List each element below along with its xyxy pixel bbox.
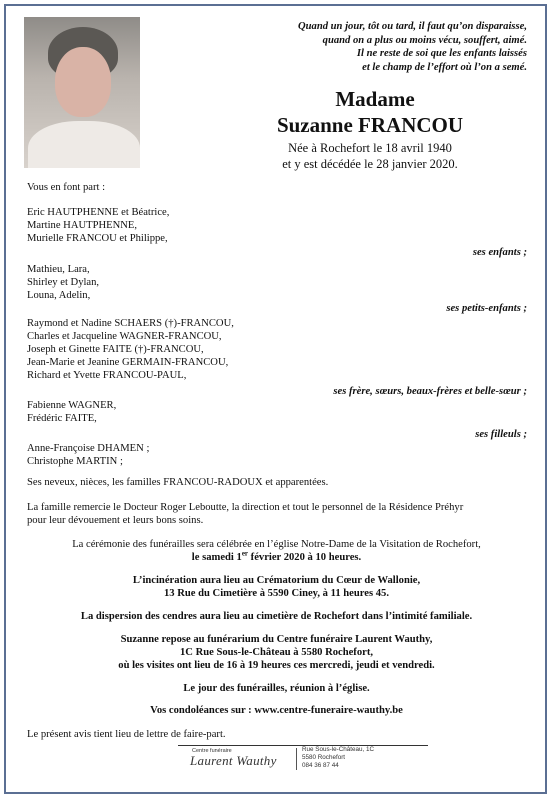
funeral-home-logo: Laurent Wauthy <box>190 753 277 768</box>
funeral-home-address <box>302 746 374 769</box>
phone-number: 084 36 87 44 <box>302 761 339 769</box>
dispersion-text: La dispersion des cendres aura lieu au cimetière de Rochefort dans l’intimité familiale. <box>80 611 473 622</box>
death-line: et y est décédée le 28 janvier 2020. <box>282 157 458 171</box>
family-line: Christophe MARTIN ; <box>27 456 123 467</box>
relation-label: ses petits-enfants ; <box>446 303 527 314</box>
quote-line: Quand un jour, tôt ou tard, il faut qu’on disparaisse, <box>297 21 527 32</box>
ceremony-date-sup: er <box>241 549 249 558</box>
birth-death-info <box>200 140 540 172</box>
family-line: Jean-Marie et Jeanine GERMAIN-FRANCOU, <box>27 357 229 368</box>
family-line: Frédéric FAITE, <box>27 413 97 424</box>
relatives-text: Ses neveux, nièces, les familles FRANCOU-RADOUX et apparentées. <box>27 477 329 488</box>
address-line: 5580 Rochefort <box>302 753 346 761</box>
family-line: Anne-Françoise DHAMEN ; <box>27 443 150 454</box>
relation-label: ses frère, sœurs, beaux-frères et belle-sœur ; <box>333 386 527 397</box>
footer-separator <box>296 748 297 770</box>
deceased-title: Madame <box>335 87 415 111</box>
ceremony-date-post: février 2020 à 10 heures. <box>248 552 362 563</box>
incineration-line: 13 Rue du Cimetière à 5590 Ciney, à 11 heures 45. <box>163 588 389 599</box>
family-line: Raymond et Nadine SCHAERS (†)-FRANCOU, <box>27 318 234 329</box>
portrait-face <box>55 47 111 117</box>
quote-line: Il ne reste de soi que les enfants laissés <box>356 48 527 60</box>
ceremony-date <box>14 551 539 564</box>
portrait-photo <box>24 17 140 168</box>
family-line: Martine HAUTPHENNE, <box>27 220 138 231</box>
ceremony-line: La cérémonie des funérailles sera célébrée en l’église Notre-Dame de la Visitation de Rochefort, <box>72 539 481 550</box>
poem-quote <box>298 20 527 74</box>
family-line: Mathieu, Lara, <box>27 264 90 275</box>
family-line: Louna, Adelin, <box>27 290 91 301</box>
thanks-line: pour leur dévouement et leurs bons soins. <box>27 515 204 526</box>
ceremony-date-pre: le samedi 1 <box>191 552 242 563</box>
condolences-link[interactable]: Vos condoléances sur : www.centre-funeraire-wauthy.be <box>150 705 403 716</box>
thanks-line: La famille remercie le Docteur Roger Leboutte, la direction et tout le personnel de la Résidence Préhyr <box>27 502 464 513</box>
address-line: Rue Sous-le-Château, 1C <box>302 746 375 753</box>
intro-text: Vous en font part : <box>27 182 106 193</box>
deceased-name: Suzanne FRANCOU <box>276 113 464 137</box>
family-line: Richard et Yvette FRANCOU-PAUL, <box>27 370 187 381</box>
family-line: Shirley et Dylan, <box>27 277 100 288</box>
relation-label: ses enfants ; <box>472 247 527 258</box>
portrait-shirt <box>28 121 140 168</box>
closing-text: Le présent avis tient lieu de lettre de faire-part. <box>27 729 226 740</box>
quote-line: quand on a plus ou moins vécu, souffert, aimé. <box>322 34 527 46</box>
incineration-line: L’incinération aura lieu au Crématorium du Cœur de Wallonie, <box>132 575 421 586</box>
funerarium-line: Suzanne repose au funérarium du Centre funéraire Laurent Wauthy, <box>120 634 433 645</box>
reunion-text: Le jour des funérailles, réunion à l’église. <box>183 683 370 694</box>
birth-line: Née à Rochefort le 18 avril 1940 <box>288 141 452 155</box>
funeral-home-logo-subtitle: Centre funéraire <box>192 748 232 754</box>
quote-line: et le champ de l’effort où l’on a semé. <box>362 61 527 73</box>
family-line: Murielle FRANCOU et Philippe, <box>27 233 168 244</box>
funerarium-line: 1C Rue Sous-le-Château à 5580 Rochefort, <box>179 647 374 658</box>
family-line: Charles et Jacqueline WAGNER-FRANCOU, <box>27 331 222 342</box>
family-line: Fabienne WAGNER, <box>27 400 117 411</box>
funerarium-line: où les visites ont lieu de 16 à 19 heures ces mercredi, jeudi et vendredi. <box>118 660 435 671</box>
relation-label: ses filleuls ; <box>475 429 527 440</box>
family-line: Joseph et Ginette FAITE (†)-FRANCOU, <box>27 344 204 355</box>
family-line: Eric HAUTPHENNE et Béatrice, <box>27 207 170 218</box>
